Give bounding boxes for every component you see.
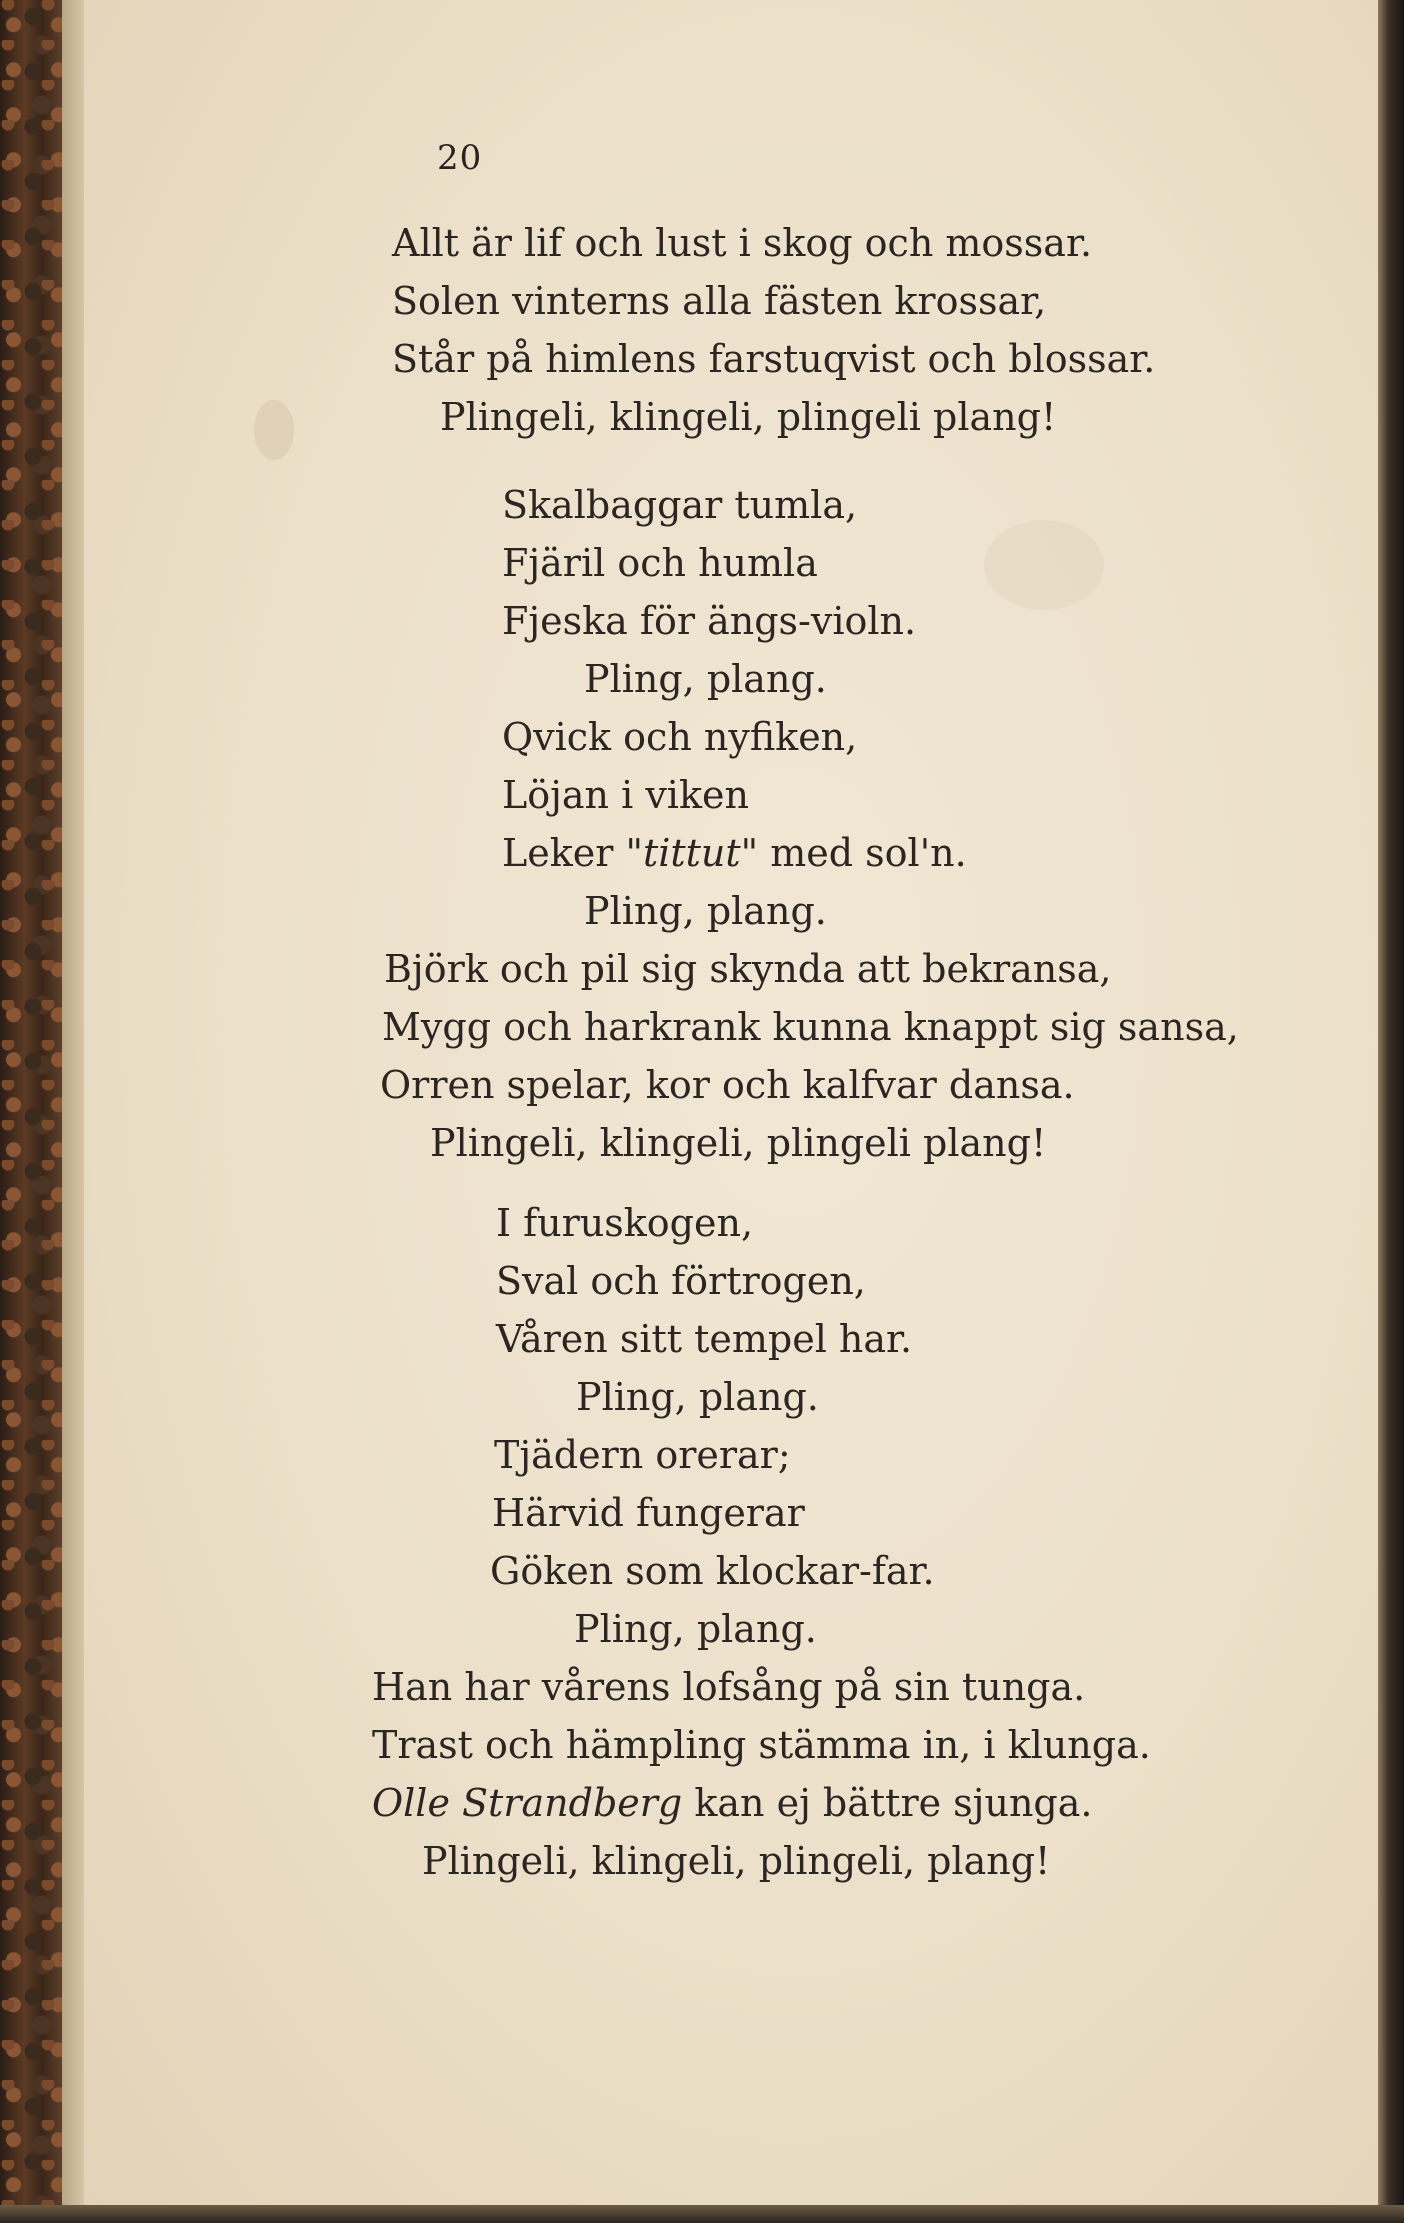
poem-line: Allt är lif och lust i skog och mossar. [392,221,1093,265]
poem-line: Våren sitt tempel har. [496,1317,913,1361]
poem-line: Orren spelar, kor och kalfvar dansa. [380,1063,1075,1107]
page-binding-edge [62,0,86,2223]
poem-line: Qvick och nyfiken, [502,715,858,759]
poem-line-italic: "tittut" [625,831,759,875]
poet-name: Olle Strandberg [372,1781,683,1825]
poem-refrain: Pling, plang. [584,889,827,933]
page-number: 20 [437,138,483,178]
poem-line: Fjäril och humla [502,541,818,585]
poem-line: Härvid fungerar [492,1491,805,1535]
poem-body [84,0,1378,2205]
page-bottom-edge [0,2205,1404,2223]
poem-refrain: Plingeli, klingeli, plingeli plang! [440,395,1057,439]
poem-line: Tjädern orerar; [494,1433,791,1477]
poem-line: Fjeska för ängs-violn. [502,599,917,643]
book-page [84,0,1378,2205]
poem-line: Han har vårens lofsång på sin tunga. [372,1665,1086,1709]
poem-refrain: Plingeli, klingeli, plingeli, plang! [422,1839,1051,1883]
poem-refrain: Pling, plang. [576,1375,819,1419]
poem-line: Står på himlens farstuqvist och blossar. [392,337,1156,381]
poem-line [502,830,967,876]
poem-line: I furuskogen, [496,1201,754,1245]
poem-line-text: med sol'n. [758,831,967,875]
page-right-edge [1378,0,1404,2223]
poem-line-text: Leker [502,831,626,875]
poem-line-text: kan ej bättre sjunga. [682,1781,1093,1825]
poem-refrain: Pling, plang. [574,1607,817,1651]
poem-refrain: Plingeli, klingeli, plingeli plang! [430,1121,1047,1165]
poem-line: Sval och förtrogen, [496,1259,866,1303]
poem-line: Björk och pil sig skynda att bekransa, [384,947,1112,991]
poem-refrain: Pling, plang. [584,657,827,701]
poem-line: Skalbaggar tumla, [502,483,858,527]
book-cover-marbled-edge [0,0,70,2223]
poem-line: Trast och hämpling stämma in, i klunga. [372,1723,1151,1767]
poem-line: Mygg och harkrank kunna knappt sig sansa, [382,1005,1239,1049]
poem-line [372,1780,1092,1826]
poem-line: Göken som klockar-far. [490,1549,935,1593]
poem-line: Löjan i viken [502,773,749,817]
poem-line: Solen vinterns alla fästen krossar, [392,279,1047,323]
